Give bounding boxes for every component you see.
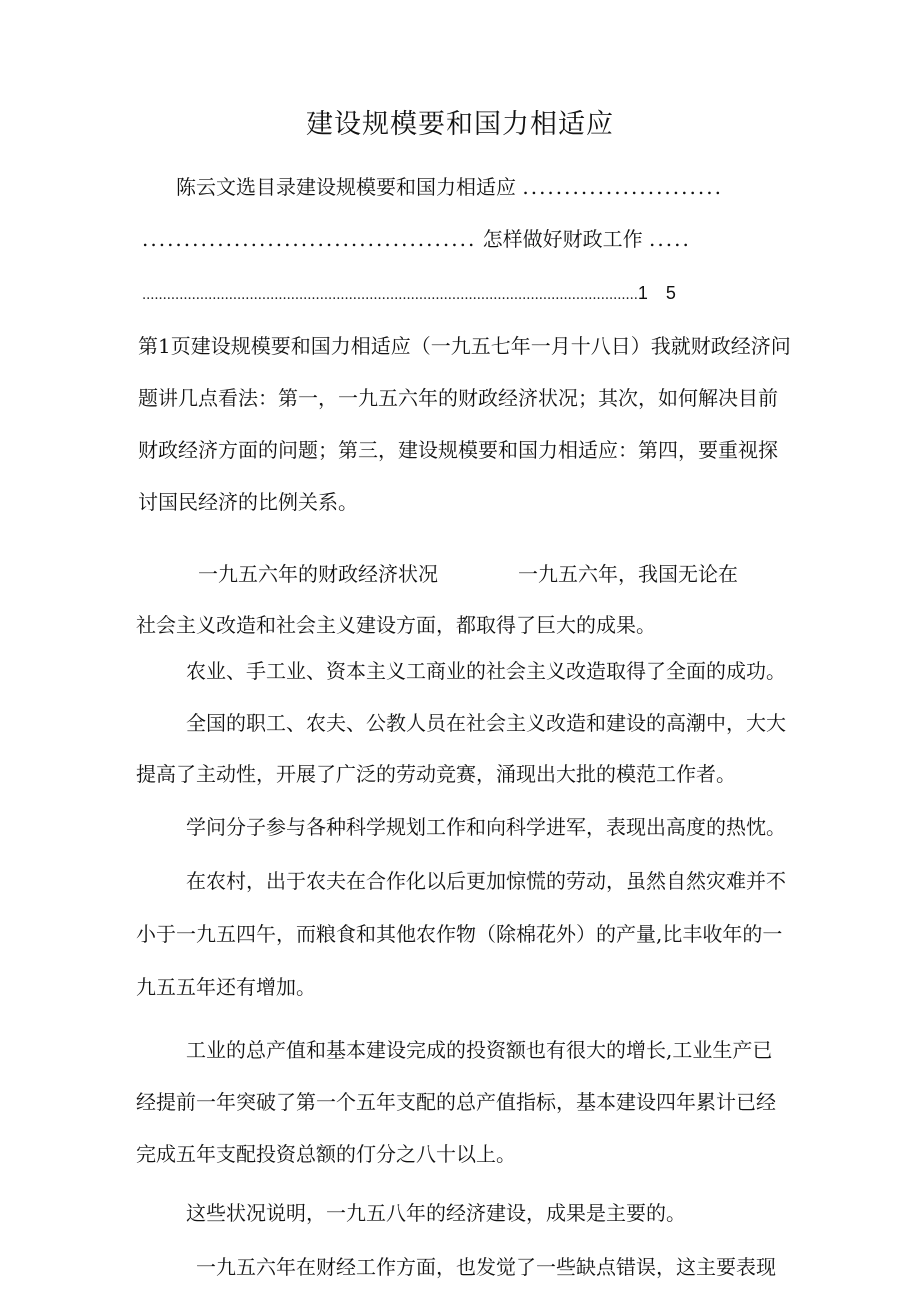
- paragraph-line: 全国的职工、农夫、公教人员在社会主义改造和建设的高潮中，大大: [186, 711, 786, 735]
- paragraph-line: 社会主义改造和社会主义建设方面，都取得了巨大的成果。: [136, 613, 656, 637]
- paragraph-line: 讨国民经济的比例关系。: [138, 490, 358, 514]
- toc-leader-dots: ........................................................................................................................: [142, 288, 638, 303]
- toc-page-number: 1: [637, 283, 648, 303]
- document-title: 建设规模要和国力相适应: [306, 109, 614, 140]
- paragraph-line: 题讲几点看法：第一，一九五六年的财政经济状况；其次，如何解决目前: [138, 386, 778, 410]
- paragraph-line: 小于一九五四午，而粮食和其他农作物（除棉花外）的产量,比丰收年的一: [136, 922, 783, 946]
- paragraph-line: 完成五年支配投资总额的仃分之八十以上。: [136, 1142, 516, 1166]
- toc-line-3: [142, 277, 676, 311]
- paragraph-line: 工业的总产值和基本建设完成的投资额也有很大的增长,工业生产已: [186, 1038, 773, 1062]
- toc-leader-dots: ........................................: [142, 227, 477, 251]
- toc-leader-dots: ........................: [522, 175, 723, 199]
- toc-leader-dots: .....: [649, 227, 691, 251]
- paragraph-line: 学问分子参与各种科学规划工作和向科学进军，表现出高度的热忱。: [186, 815, 786, 839]
- toc-line-2: [142, 224, 691, 254]
- paragraph-line: 农业、手工业、资本主义工商业的社会主义改造取得了全面的成功。: [186, 659, 786, 683]
- section-heading: 一九五六年的财政经济状况: [198, 562, 438, 586]
- paragraph-line: 第1页建设规模要和国力相适应（一九五七年一月十八日）我就财政经济问: [138, 334, 791, 358]
- toc-line-1: [176, 172, 723, 202]
- paragraph-line: 经提前一年突破了第一个五年支配的总产值指标，基本建设四年累计已经: [136, 1090, 776, 1114]
- toc-page-number: 5: [665, 283, 676, 303]
- paragraph-line: 在农村，出于农夫在合作化以后更加惊慌的劳动，虽然自然灾难并不: [186, 869, 786, 893]
- paragraph-line: 九五五年还有增加。: [136, 975, 316, 999]
- paragraph-line: 财政经济方面的问题；第三，建设规模要和国力相适应：第四，要重视探: [138, 438, 778, 462]
- paragraph-line: 一九五六年，我国无论在: [518, 562, 738, 586]
- paragraph-line: 提高了主动性，开展了广泛的劳动竞赛，涌现出大批的模范工作者。: [136, 762, 736, 786]
- paragraph-line: 这些状况说明，一九五八年的经济建设，成果是主要的。: [186, 1201, 686, 1225]
- paragraph-line: 一九五六年在财经工作方面，也发觉了一些缺点错误，这主要表现: [196, 1255, 776, 1279]
- toc-entry-title: 怎样做好财政工作: [482, 227, 643, 251]
- toc-entry-title: 陈云文选目录建设规模要和国力相适应: [176, 175, 516, 199]
